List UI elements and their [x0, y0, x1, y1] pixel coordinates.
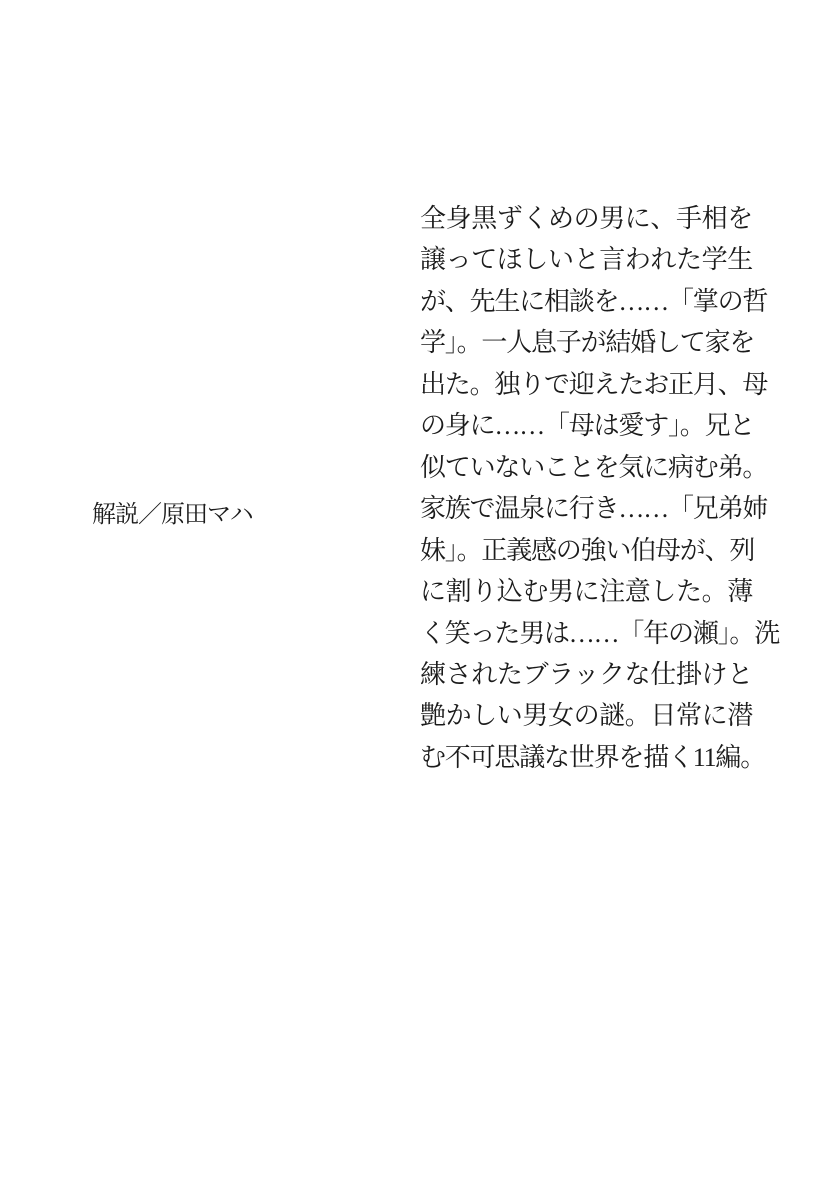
blurb-line: 全身黒ずくめの男に、手相を	[420, 204, 752, 233]
blurb-line: に割り込む男に注意した。薄	[420, 577, 752, 607]
blurb-paragraph	[420, 198, 780, 778]
blurb-line: 家族で温泉に行き……「兄弟姉	[420, 494, 768, 524]
blurb-line: む不可思議な世界を描く11編。	[420, 742, 766, 772]
blurb-line: 譲ってほしいと言われた学生	[420, 245, 752, 275]
blurb-line: 艶かしい男女の謎。日常に潜	[420, 701, 752, 731]
blurb-line: 似ていないことを気に病む弟。	[420, 452, 768, 482]
blurb-line: の身に……「母は愛す」。兄と	[420, 411, 755, 441]
blurb-line: が、先生に相談を……「掌の哲	[420, 286, 768, 316]
blurb-line: く笑った男は……「年の瀬」。洗	[420, 618, 780, 648]
blurb-line: 妹」。正義感の強い伯母が、列	[420, 535, 755, 565]
blurb-line: 練されたブラックな仕掛けと	[420, 659, 752, 689]
blurb-line: 出た。独りで迎えたお正月、母	[420, 369, 768, 399]
blurb-line: 学」。一人息子が結婚して家を	[420, 328, 755, 358]
commentary-credit-label: 解説／原田マハ	[92, 502, 253, 528]
